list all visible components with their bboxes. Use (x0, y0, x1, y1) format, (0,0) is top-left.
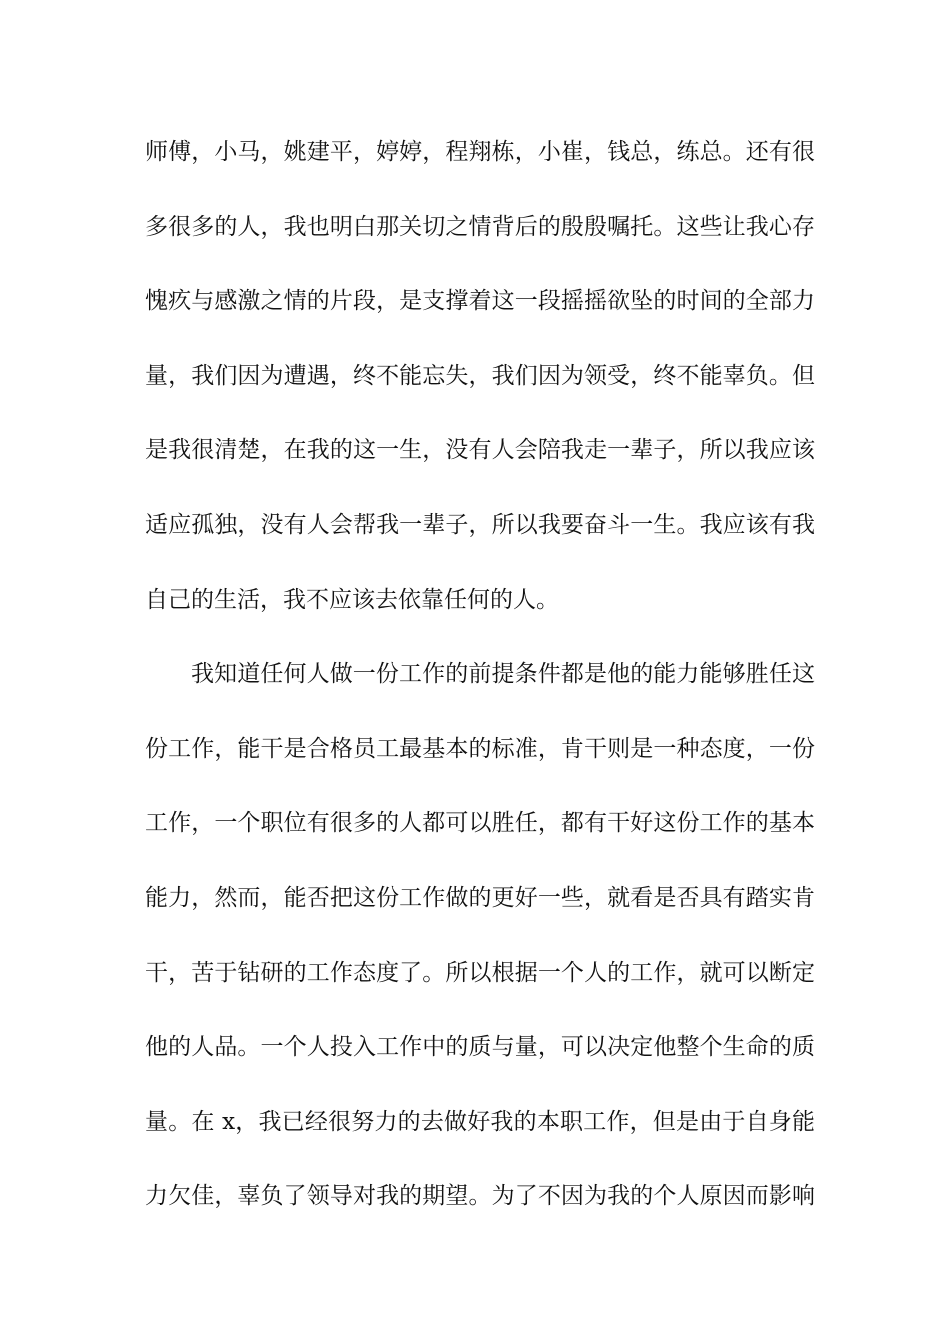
text-line: 量，我们因为遭遇，终不能忘失，我们因为领受，终不能辜负。但 (145, 362, 815, 389)
text-line: 自己的生活，我不应该去依靠任何的人。 (145, 586, 559, 613)
text-line: 干，苦于钻研的工作态度了。所以根据一个人的工作，就可以断定 (145, 959, 815, 986)
text-line: 份工作，能干是合格员工最基本的标准，肯干则是一种态度，一份 (145, 735, 815, 762)
text-line: 多很多的人，我也明白那关切之情背后的殷殷嘱托。这些让我心存 (145, 213, 815, 240)
text-line: 量。在 x，我已经很努力的去做好我的本职工作，但是由于自身能 (145, 1108, 815, 1135)
text-line: 能力，然而，能否把这份工作做的更好一些，就看是否具有踏实肯 (145, 884, 815, 911)
text-line: 工作，一个职位有很多的人都可以胜任，都有干好这份工作的基本 (145, 810, 815, 837)
text-line: 他的人品。一个人投入工作中的质与量，可以决定他整个生命的质 (145, 1034, 815, 1061)
text-line: 我知道任何人做一份工作的前提条件都是他的能力能够胜任这 (191, 661, 815, 688)
text-line: 愧疚与感激之情的片段，是支撑着这一段摇摇欲坠的时间的全部力 (145, 288, 815, 315)
text-line: 力欠佳，辜负了领导对我的期望。为了不因为我的个人原因而影响 (145, 1183, 815, 1210)
body-text (145, 126, 815, 1245)
text-line: 师傅，小马，姚建平，婷婷，程翔栋，小崔，钱总，练总。还有很 (145, 139, 815, 165)
text-line: 适应孤独，没有人会帮我一辈子，所以我要奋斗一生。我应该有我 (145, 511, 815, 538)
text-line: 是我很清楚，在我的这一生，没有人会陪我走一辈子，所以我应该 (145, 437, 815, 464)
